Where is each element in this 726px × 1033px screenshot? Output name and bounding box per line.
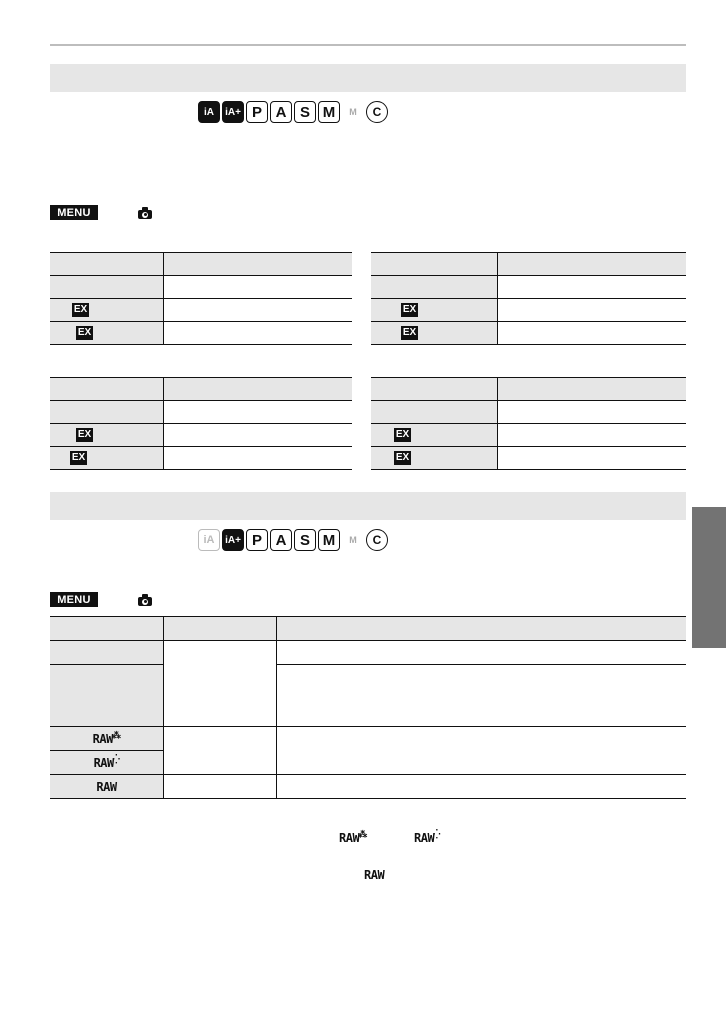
camera-icon [138,207,152,219]
raw-standard-icon: RAW⁛ [93,755,120,770]
raw-fine-icon: RAW⁂ [92,731,121,746]
program-mode-icon: P [246,101,268,123]
raw-standard-icon: RAW⁛ [414,830,440,845]
camera-icon [138,594,152,606]
ex-icon: EX [77,327,92,339]
section-header-bar [50,64,686,92]
shutter-priority-mode-icon: S [294,529,316,551]
intelligent-auto-mode-icon: iA [198,529,220,551]
manual-mode-icon: M [318,101,340,123]
intelligent-auto-mode-icon: iA [198,101,220,123]
ex-icon: EX [77,429,92,441]
applicable-modes [198,101,388,123]
ex-icon: EX [402,327,417,339]
ex-icon: EX [402,304,417,316]
menu-icon: MENU [50,205,98,220]
menu-path [50,592,152,607]
creative-video-mode-icon: M [342,529,364,551]
quality-table [50,616,686,799]
ex-icon: EX [71,452,86,464]
aperture-priority-mode-icon: A [270,101,292,123]
shutter-priority-mode-icon: S [294,101,316,123]
creative-control-mode-icon: C [366,529,388,551]
menu-path [50,205,152,220]
applicable-modes [198,529,388,551]
size-table-top-right [371,252,686,345]
creative-video-mode-icon: M [342,101,364,123]
size-table-top-left [50,252,352,345]
section-header-bar [50,492,686,520]
intelligent-auto-plus-mode-icon: iA+ [222,529,244,551]
intelligent-auto-plus-mode-icon: iA+ [222,101,244,123]
ex-icon: EX [395,429,410,441]
aperture-priority-mode-icon: A [270,529,292,551]
size-table-bottom-right [371,377,686,470]
program-mode-icon: P [246,529,268,551]
manual-mode-icon: M [318,529,340,551]
raw-icon: RAW [364,868,385,882]
raw-icon: RAW [96,779,117,794]
ex-icon: EX [73,304,88,316]
size-table-bottom-left [50,377,352,470]
raw-fine-icon: RAW⁂ [339,830,367,845]
ex-icon: EX [395,452,410,464]
creative-control-mode-icon: C [366,101,388,123]
chapter-side-tab [692,507,726,648]
header-rule [50,44,686,46]
menu-icon: MENU [50,592,98,607]
